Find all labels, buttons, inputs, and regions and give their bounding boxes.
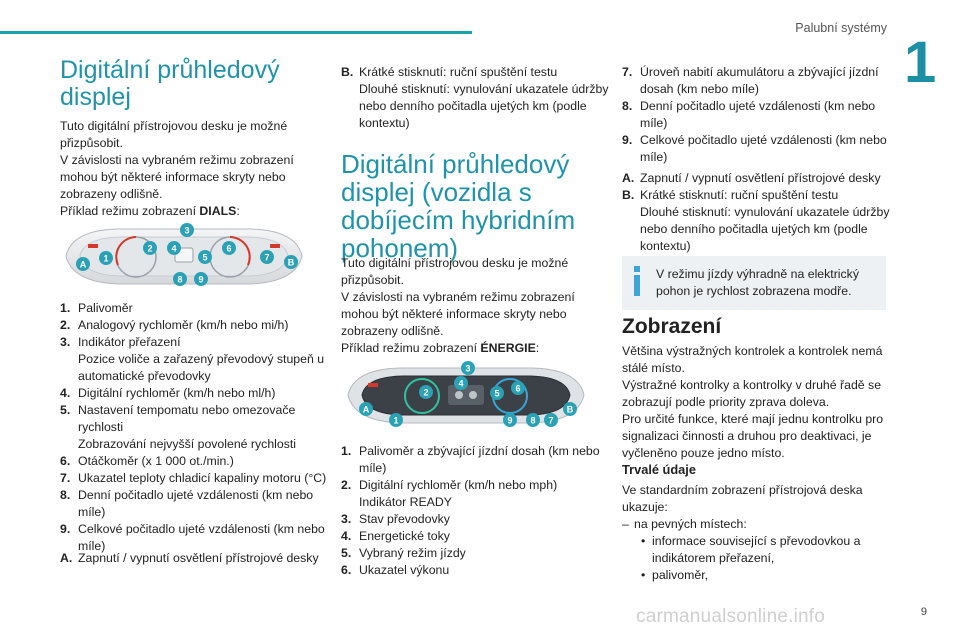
header-accent-bar xyxy=(0,31,472,34)
legend-item: 5. Nastavení tempomatu nebo omezovače rychlosti Zobrazování nejvyšší povolené rychlosti xyxy=(60,403,297,451)
callout-label: 7 xyxy=(264,252,270,263)
legend-item: 7. Úroveň nabití akumulátoru a zbývající jízdní dosah (km nebo míle) xyxy=(622,65,879,96)
bullet-item: • palivoměr, xyxy=(622,567,897,584)
callout-label: B xyxy=(287,257,295,268)
legend-item: 2. Digitální rychloměr (km/h nebo mph) Indikátor READY xyxy=(341,478,558,509)
callout-label: 3 xyxy=(465,363,471,374)
callout-label: 2 xyxy=(147,243,153,254)
legend-item: 1. Palivoměr xyxy=(60,301,133,315)
intro-paragraph: Tuto digitální přístrojovou desku je možné přizpůsobit. V závislosti na vybraném režimu zobrazení mohou být některé informace skryty nebo zobrazeny odlišně. Příklad režimu zobrazení DIALS: xyxy=(60,118,330,220)
legend-item: 5. Vybraný režim jízdy xyxy=(341,546,466,560)
legend-item: 9. Celkové počitadlo ujeté vzdálenosti (km nebo míle) xyxy=(60,522,325,553)
legend-item: 4. Digitální rychloměr (km/h nebo ml/h) xyxy=(60,386,276,400)
legend-item-a: A. Zapnutí / vypnutí osvětlení přístrojové desky xyxy=(60,551,319,565)
chapter-number: 1 xyxy=(904,30,937,95)
legend-item: 3. Stav převodovky xyxy=(341,512,450,526)
callout-label: A xyxy=(362,404,370,415)
info-note: V režimu jízdy výhradně na elektrický pohon je rychlost zobrazena modře. xyxy=(622,256,886,310)
callout-label: 3 xyxy=(184,225,190,236)
callout-label: 8 xyxy=(177,274,183,285)
callout-label: 9 xyxy=(198,274,204,285)
callout-label: 5 xyxy=(494,388,500,399)
callout-label: 1 xyxy=(393,415,399,426)
callout-label: 1 xyxy=(103,253,109,264)
legend-item: 7. Ukazatel teploty chladicí kapaliny motoru (°C) xyxy=(60,471,327,485)
callout-label: 4 xyxy=(458,378,464,389)
legend-list-1 xyxy=(60,300,335,555)
legend-item: 9. Celkové počitadlo ujeté vzdálenosti (km nebo míle) xyxy=(622,133,887,164)
legend-items-ab: A. Zapnutí / vypnutí osvětlení přístrojové desky B. Krátké stisknutí: ruční spuštění testu Dlouhé stisknutí: vynulování ukazatele údržby nebo denního počitadla ujetých km (podle kontextu) xyxy=(622,171,890,253)
legend-item-b: B. Krátké stisknutí: ruční spuštění testu Dlouhé stisknutí: vynulování ukazatele údržby nebo denního počitadla ujetých km (podle kontextu) xyxy=(341,65,609,130)
example-mode-line-hybrid: Příklad režimu zobrazení ÉNERGIE: xyxy=(341,341,540,355)
example-mode-line: Příklad režimu zobrazení DIALS: xyxy=(60,204,240,218)
callout-label: 6 xyxy=(515,383,521,394)
callout-label: 2 xyxy=(423,387,429,398)
legend-item: 1. Palivoměr a zbývající jízdní dosah (km nebo míle) xyxy=(341,444,600,475)
callout-label: 4 xyxy=(171,243,177,254)
callout-label: A xyxy=(79,259,87,270)
permanent-data-paragraph: Ve standardním zobrazení přístrojová deska ukazuje: – na pevných místech: • informace související s převodovkou a indikátorem přeřazení, • palivoměr, xyxy=(622,482,897,584)
section-title-hybrid-display: Digitální průhledový displej (vozidla s dobíjecím hybridním pohonem) xyxy=(341,149,576,263)
heading-permanent-data: Trvalé údaje xyxy=(622,462,696,477)
bullet-item: • informace související s převodovkou a indikátorem přeřazení, xyxy=(622,533,897,567)
hybrid-intro-paragraph: Tuto digitální přístrojovou desku je možné přizpůsobit. V závislosti na vybraném režimu zobrazení mohou být některé informace skryty nebo zobrazeny odlišně. Příklad režimu zobrazení ÉNERGIE: xyxy=(341,255,616,357)
legend-list-2 xyxy=(341,443,616,579)
header-title: Palubní systémy xyxy=(795,21,887,35)
watermark: carmanualsonline.info xyxy=(636,606,826,627)
instrument-cluster-diagram-dials xyxy=(58,220,310,296)
callout-label: 8 xyxy=(530,415,536,426)
legend-item: 8. Denní počitadlo ujeté vzdálenosti (km nebo míle) xyxy=(622,99,876,130)
section-title-digital-display: Digitální průhledový displej xyxy=(60,56,280,111)
legend-item: 6. Otáčkoměr (x 1 000 ot./min.) xyxy=(60,454,234,468)
info-icon xyxy=(634,266,640,296)
heading-zobrazeni: Zobrazení xyxy=(622,315,722,338)
legend-item: 4. Energetické toky xyxy=(341,529,450,543)
callout-label: 9 xyxy=(507,415,513,426)
callout-label: 5 xyxy=(202,252,208,263)
callout-label: 7 xyxy=(548,415,554,426)
callout-label: 6 xyxy=(226,243,232,254)
legend-item: 6. Ukazatel výkonu xyxy=(341,563,450,577)
page-number: 9 xyxy=(920,606,927,618)
display-paragraph: Většina výstražných kontrolek a kontrolek nemá stálé místo. Výstražné kontrolky a kontrolky v druhé řadě se zobrazují podle priority zprava doleva. Pro určité funkce, které mají jednu kontrolku pro signalizaci činnosti a druhou pro deaktivaci, je vyčleněno pouze jedno místo. xyxy=(622,344,884,460)
instrument-cluster-diagram-energy xyxy=(340,361,592,431)
dash-item: – na pevných místech: xyxy=(622,516,897,533)
legend-list-3 xyxy=(622,64,897,166)
legend-item: 3. Indikátor přeřazení Pozice voliče a zařazený převodový stupeň u automatické převodovky xyxy=(60,335,325,383)
legend-item: 8. Denní počitadlo ujeté vzdálenosti (km nebo míle) xyxy=(60,488,314,519)
legend-item: 2. Analogový rychloměr (km/h nebo mi/h) xyxy=(60,318,289,332)
callout-label: B xyxy=(566,404,574,415)
